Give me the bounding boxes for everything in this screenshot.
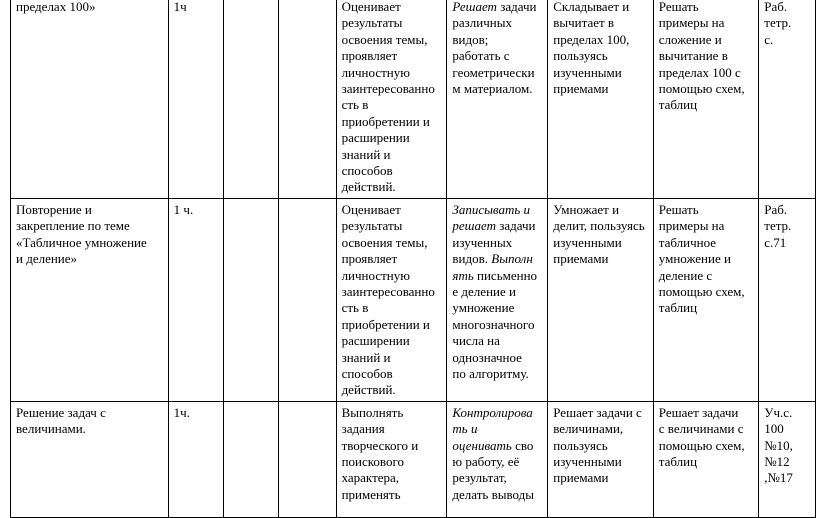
activity-cell: Решать примеры на сложение и вычитание в пределах 100 с помощью схем, таблиц [653,0,758,198]
regulative-results-cell [447,401,548,517]
empty-cell [279,0,336,198]
hours-cell: 1 ч. [168,198,223,401]
regulative-text: сво ю работу, её результат, делать выводы [452,437,534,502]
lesson-plan-table [10,0,816,518]
personal-results-cell: Оценивает результаты освоения темы, проявляет личностную заинтересованно сть в приобретении и расширении знаний и способов действий. [336,0,447,198]
regulative-results-cell [447,0,548,198]
empty-cell [224,198,279,401]
topic-cell: Повторение и закрепление по теме «Табличное умножение и деление» [11,198,169,401]
regulative-text: задачи изученных видов. [452,218,536,267]
homework-cell: Уч.с. 100 №10, №12 ,№17 [759,401,816,517]
topic-cell: пределах 100» [11,0,169,198]
table-row [11,198,816,401]
empty-cell [279,401,336,517]
italic-verb: Контролирова ть и оценивать [452,404,533,453]
topic-cell: Решение задач с величинами. [11,401,169,517]
regulative-text: письменно е деление и умножение многозначного числа на однозначное по алгоритму. [452,267,538,381]
italic-verb: Записывать и решает [452,201,531,234]
table-row [11,0,816,198]
regulative-text: задачи различных видов; работать с геометрически м материалом. [452,0,537,97]
italic-verb: Решает [452,0,497,14]
subject-results-cell: Умножает и делит, пользуясь изученными приемами [548,198,654,401]
empty-cell [224,401,279,517]
table-row [11,401,816,517]
regulative-results-cell [447,198,548,401]
italic-verb: Выполн ять [452,251,533,283]
activity-cell: Решает задачи с величинами с помощью схем, таблиц [653,401,758,517]
activity-cell: Решать примеры на табличное умножение и деление с помощью схем, таблиц [653,198,758,401]
personal-results-cell: Оценивает результаты освоения темы, проявляет личностную заинтересованно сть в приобретении и расширении знаний и способов действий. [336,198,447,401]
homework-cell: Раб. тетр. с. [759,0,816,198]
empty-cell [279,198,336,401]
homework-cell: Раб. тетр. с.71 [759,198,816,401]
empty-cell [224,0,279,198]
personal-results-cell: Выполнять задания творческого и поискового характера, применять [336,401,447,517]
hours-cell: 1ч. [168,401,223,517]
hours-cell: 1ч [168,0,223,198]
subject-results-cell: Складывает и вычитает в пределах 100, пользуясь изученными приемами [548,0,654,198]
subject-results-cell: Решает задачи с величинами, пользуясь изученными приемами [548,401,654,517]
